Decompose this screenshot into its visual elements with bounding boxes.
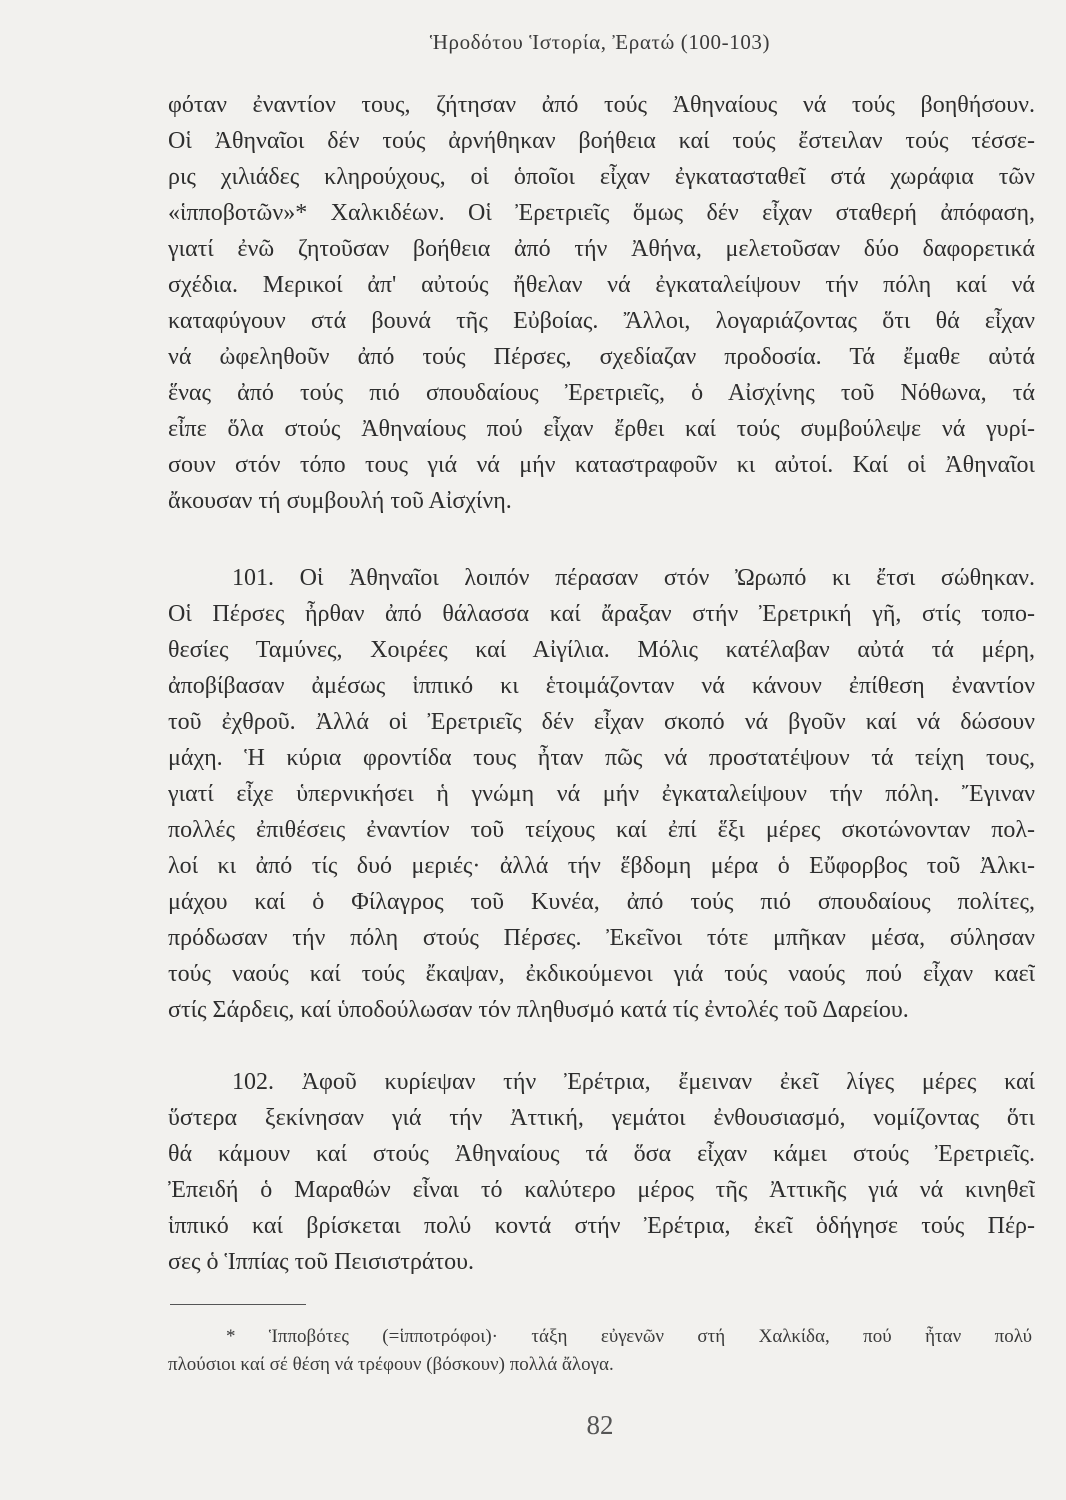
text-line: 102. Ἀφοῦ κυρίεψαν τήν Ἐρέτρια, ἔμειναν ἐκεῖ λίγες μέρες καί [232, 1069, 1035, 1095]
text-line: γιατί εἶχε ὑπερνικήσει ἡ γνώμη νά μήν ἐγκαταλείψουν τήν πόλη. Ἔγιναν [168, 781, 1035, 807]
text-line: ὕστερα ξεκίνησαν γιά τήν Ἀττική, γεμάτοι ἐνθουσιασμό, νομίζοντας ὅτι [168, 1105, 1035, 1131]
text-line: ἕνας ἀπό τούς πιό σπουδαίους Ἐρετριεῖς, ὁ Αἰσχίνης τοῦ Νόθωνα, τά [168, 380, 1035, 406]
text-line: «ἱπποβοτῶν»* Χαλκιδέων. Οἱ Ἐρετριεῖς ὅμως δέν εἶχαν σταθερή ἀπόφαση, [168, 200, 1035, 226]
text-line: σουν στόν τόπο τους γιά νά μήν καταστραφοῦν κι αὐτοί. Καί οἱ Ἀθηναῖοι [168, 452, 1035, 478]
text-line: καταφύγουν στά βουνά τῆς Εὐβοίας. Ἄλλοι, λογαριάζοντας ὅτι θά εἶχαν [168, 308, 1035, 334]
text-line: πολλές ἐπιθέσεις ἐναντίον τοῦ τείχους καί ἐπί ἕξι μέρες σκοτώνονταν πολ- [168, 817, 1035, 843]
text-line: μάχη. Ἡ κύρια φροντίδα τους ἦταν πῶς νά προστατέψουν τά τείχη τους, [168, 745, 1035, 771]
text-line: τούς ναούς καί τούς ἔκαψαν, ἐκδικούμενοι γιά τούς ναούς πού εἶχαν καεῖ [168, 961, 1035, 987]
text-line: ἀποβίβασαν ἀμέσως ἱππικό κι ἑτοιμάζονταν νά κάνουν ἐπίθεση ἐναντίον [168, 673, 1035, 699]
text-line: θεσίες Ταμύνες, Χοιρέες καί Αἰγίλια. Μόλις κατέλαβαν αὐτά τά μέρη, [168, 637, 1035, 663]
text-line: Οἱ Πέρσες ἦρθαν ἀπό θάλασσα καί ἄραξαν στήν Ἐρετρική γῆ, στίς τοπο- [168, 601, 1035, 627]
text-line: ἄκουσαν τή συμβουλή τοῦ Αἰσχίνη. [168, 488, 512, 514]
footnote-line: πλούσιοι καί σέ θέση νά τρέφουν (βόσκουν) πολλά ἄλογα. [168, 1354, 614, 1375]
footnote-line: * Ἱπποβότες (=ἱπποτρόφοι)· τάξη εὐγενῶν στή Χαλκίδα, πού ἦταν πολύ [226, 1326, 1032, 1347]
text-line: μάχου καί ὁ Φίλαγρος τοῦ Κυνέα, ἀπό τούς πιό σπουδαίους πολίτες, [168, 889, 1035, 915]
text-line: ρις χιλιάδες κληρούχους, οἱ ὁποῖοι εἶχαν ἐγκατασταθεῖ στά χωράφια τῶν [168, 164, 1035, 190]
paragraph-continuation [168, 87, 1035, 519]
running-head-title: Ἡροδότου Ἱστορία, Ἐρατώ (100-103) [429, 30, 771, 54]
text-line: σχέδια. Μερικοί ἀπ' αὐτούς ἤθελαν νά ἐγκαταλείψουν τήν πόλη καί νά [168, 272, 1035, 298]
text-line: εἶπε ὅλα στούς Ἀθηναίους πού εἶχαν ἔρθει καί τούς συμβούλεψε νά γυρί- [168, 416, 1035, 442]
text-line: τοῦ ἐχθροῦ. Ἀλλά οἱ Ἐρετριεῖς δέν εἶχαν σκοπό νά βγοῦν καί νά δώσουν [168, 709, 1035, 735]
text-line: σες ὁ Ἱππίας τοῦ Πεισιστράτου. [168, 1249, 475, 1275]
text-line: θά κάμουν καί στούς Ἀθηναίους τά ὅσα εἶχαν κάμει στούς Ἐρετριεῖς. [168, 1141, 1035, 1167]
text-line: 101. Οἱ Ἀθηναῖοι λοιπόν πέρασαν στόν Ὠρωπό κι ἔτσι σώθηκαν. [232, 565, 1035, 591]
text-line: λοί κι ἀπό τίς δυό μεριές· ἀλλά τήν ἕβδομη μέρα ὁ Εὔφορβος τοῦ Ἀλκι- [168, 853, 1035, 879]
paragraph-102 [168, 1064, 1035, 1280]
footnote-divider [170, 1304, 306, 1305]
text-line: Οἱ Ἀθηναῖοι δέν τούς ἀρνήθηκαν βοήθεια καί τούς ἔστειλαν τούς τέσσε- [168, 128, 1035, 154]
text-line: πρόδωσαν τήν πόλη στούς Πέρσες. Ἐκεῖνοι τότε μπῆκαν μέσα, σύλησαν [168, 925, 1035, 951]
text-line: στίς Σάρδεις, καί ὑποδούλωσαν τόν πληθυσμό κατά τίς ἐντολές τοῦ Δαρείου. [168, 997, 909, 1023]
text-line: γιατί ἐνῶ ζητοῦσαν βοήθεια ἀπό τήν Ἀθήνα, μελετοῦσαν δύο δαφορετικά [168, 236, 1035, 262]
text-line: Ἐπειδή ὁ Μαραθών εἶναι τό καλύτερο μέρος τῆς Ἀττικῆς γιά νά κινηθεῖ [168, 1177, 1035, 1203]
text-line: φόταν ἐναντίον τους, ζήτησαν ἀπό τούς Ἀθηναίους νά τούς βοηθήσουν. [168, 92, 1035, 118]
footnote [168, 1323, 1032, 1379]
text-line: νά ὠφεληθοῦν ἀπό τούς Πέρσες, σχεδίαζαν προδοσία. Τά ἔμαθε αὐτά [168, 344, 1035, 370]
text-line: ἱππικό καί βρίσκεται πολύ κοντά στήν Ἐρέτρια, ἐκεῖ ὁδήγησε τούς Πέρ- [168, 1213, 1035, 1239]
paragraph-101 [168, 560, 1035, 1028]
page-number: 82 [586, 1410, 614, 1440]
